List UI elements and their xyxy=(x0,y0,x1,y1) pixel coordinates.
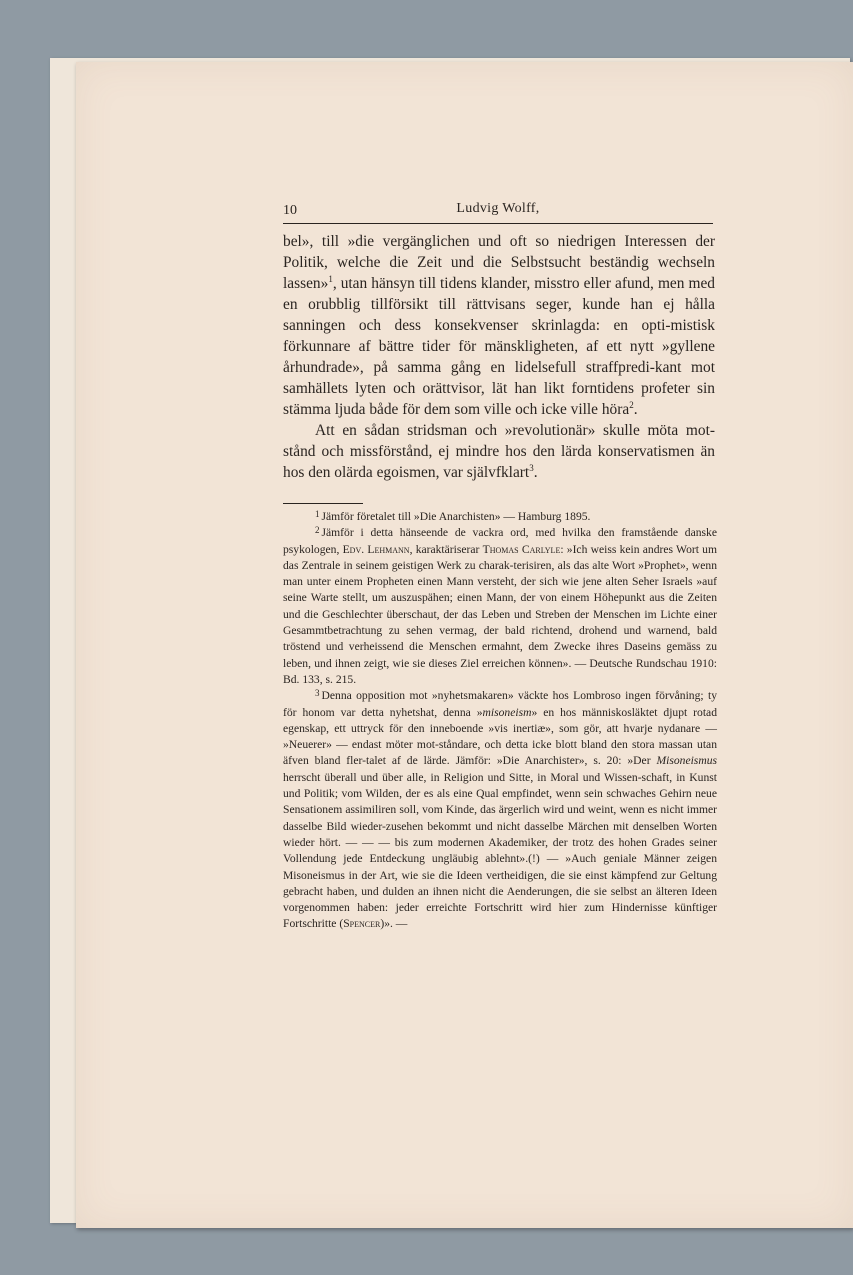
term-misoneism: misoneism xyxy=(482,705,532,719)
footnotes xyxy=(283,509,717,933)
footnote-ref-1: 1 xyxy=(328,273,333,284)
footnote-3-text-a: Denna opposition mot »nyhetsmakaren» väckte hos Lombroso ingen förvåning; ty för honom var detta nyhetshat, denna » xyxy=(283,689,717,719)
footnote-3-text-b: » en hos människosläktet djupt rotad egenskap, ett uttryck för den inneboende »vis inertiæ», som gör, att hvarje nydanare — »Neuerer» — endast möter mot-ståndare, och detta icke blott bland den stora massan utan äfven bland fler-talet af de lärde. Jämför: »Die Anarchister», s. 20: »Der xyxy=(283,705,717,768)
paragraph-1-text-a: bel», till »die vergänglichen und oft so niedrigen Interessen der Politik, welche die Zeit und die Selbstsucht beständig wechseln lassen» xyxy=(283,233,715,292)
author-name-lehmann: Edv. Lehmann xyxy=(342,542,410,556)
footnote-3-text-c: herrscht überall und über alle, in Religion und Sitte, in Moral und Wissen-schaft, in Kunst und Politik; vom Wilden, der es als eine Qual empfindet, wenn sein schwaches Gehirn neue Sensationem assimiliren soll, vom Kinde, das ärgerlich wird und weint, wenn es nicht immer dasselbe Bild wieder-zusehen bekommt und nicht dasselbe Märchen mit denselben Worten wieder hört. — — — bis zum modernen Akademiker, der trotz des hohen Grades seiner Vollendung jede Entdeckung ungläubig ablehnt».(!) — »Auch geniale Männer zeigen Misoneismus in der Art, wie sie die Ideen vertheidigen, die sie einst kämpfend zur Geltung gebracht haben, und dulden an ihnen nicht die Aenderungen, die sie selbst an älteren Ideen vorgenommen haben: jeder erreichte Fortschritt wird hier zum Hindernisse künftiger Fortschritte ( xyxy=(283,770,717,931)
footnote-1-text: Jämför företalet till »Die Anarchisten» — Hamburg 1895. xyxy=(321,510,591,523)
paragraph-2-text-b: . xyxy=(533,464,538,481)
paragraph-1-text-c: . xyxy=(633,401,638,418)
footnote-3-mark: 3 xyxy=(315,688,320,699)
footnote-2-mark: 2 xyxy=(315,525,320,536)
paragraph-1-text-b: , utan hänsyn till tidens klander, misstro eller afund, men med en orubblig tillförsikt till rättvisans seger, kunde han ej hålla sanningen och dess konsekvenser skrinlagda: en opti-mistisk förkunnare af bättre tider för mänskligheten, af ett nytt »gyllene århundrade», på samma gång en lidelsefull straffpredi-kant mot samhällets lyten och orättvisor, lät han likt forntidens profeter sin stämma ljuda både för dem som ville och icke ville höra xyxy=(283,275,715,418)
footnote-ref-2: 2 xyxy=(629,399,634,410)
paragraph-1 xyxy=(283,231,715,420)
footnote-2-text-b: , karaktäriserar xyxy=(409,542,483,556)
footnote-ref-3: 3 xyxy=(529,462,534,473)
page-number: 10 xyxy=(283,203,297,218)
footnote-3-text-d: )». — xyxy=(380,917,408,931)
paragraph-2 xyxy=(283,420,715,483)
footnote-1 xyxy=(283,509,717,525)
author-name-spencer: Spencer xyxy=(343,917,381,931)
footnote-1-mark: 1 xyxy=(315,509,320,519)
main-text xyxy=(283,231,715,483)
paragraph-2-text-a: Att en sådan stridsman och »revolutionär» skulle möta mot-stånd och missförstånd, ej mindre hos den lärda konservatismen än hos den olärda egoismen, var självfklart xyxy=(283,422,715,481)
author-name-carlyle: Thomas Carlyle xyxy=(482,542,561,556)
footnote-2-text-c: : »Ich weiss kein andres Wort um das Zentrale in seinem geistigen Werk zu charak-terisiren, als das alte Wort »Prophet», wenn man unter einem Propheten einen Mann versteht, der sich wie jene alten Seher Israels »auf seine Warte stellt, um auszuspähen; einen Mann, der von einem Höhepunkt aus die Zeiten und die Geschlechter überschaut, der das Leben und Streben der Menschen im Lichte einer Gesammtbetrachtung zu sehen vermag, der bald richtend, drohend und warnend, bald tröstend und verheissend die Menschen ermahnt, dem Zwecke ihres Daseins gemäss zu leben, und ihnen zeigt, wie sie dieses Ziel erreichen können». — Deutsche Rundschau 1910: Bd. 133, s. 215. xyxy=(283,542,717,686)
footnote-separator xyxy=(283,503,363,504)
footnote-3 xyxy=(283,688,717,932)
footnote-2 xyxy=(283,525,717,688)
page-header xyxy=(283,199,713,224)
running-head: Ludvig Wolff, xyxy=(456,201,540,216)
term-misoneismus: Misoneismus xyxy=(656,754,717,768)
footnote-2-text-a: Jämför i detta hänseende de vackra ord, med hvilka den framstående danske psykologen, xyxy=(283,526,717,556)
